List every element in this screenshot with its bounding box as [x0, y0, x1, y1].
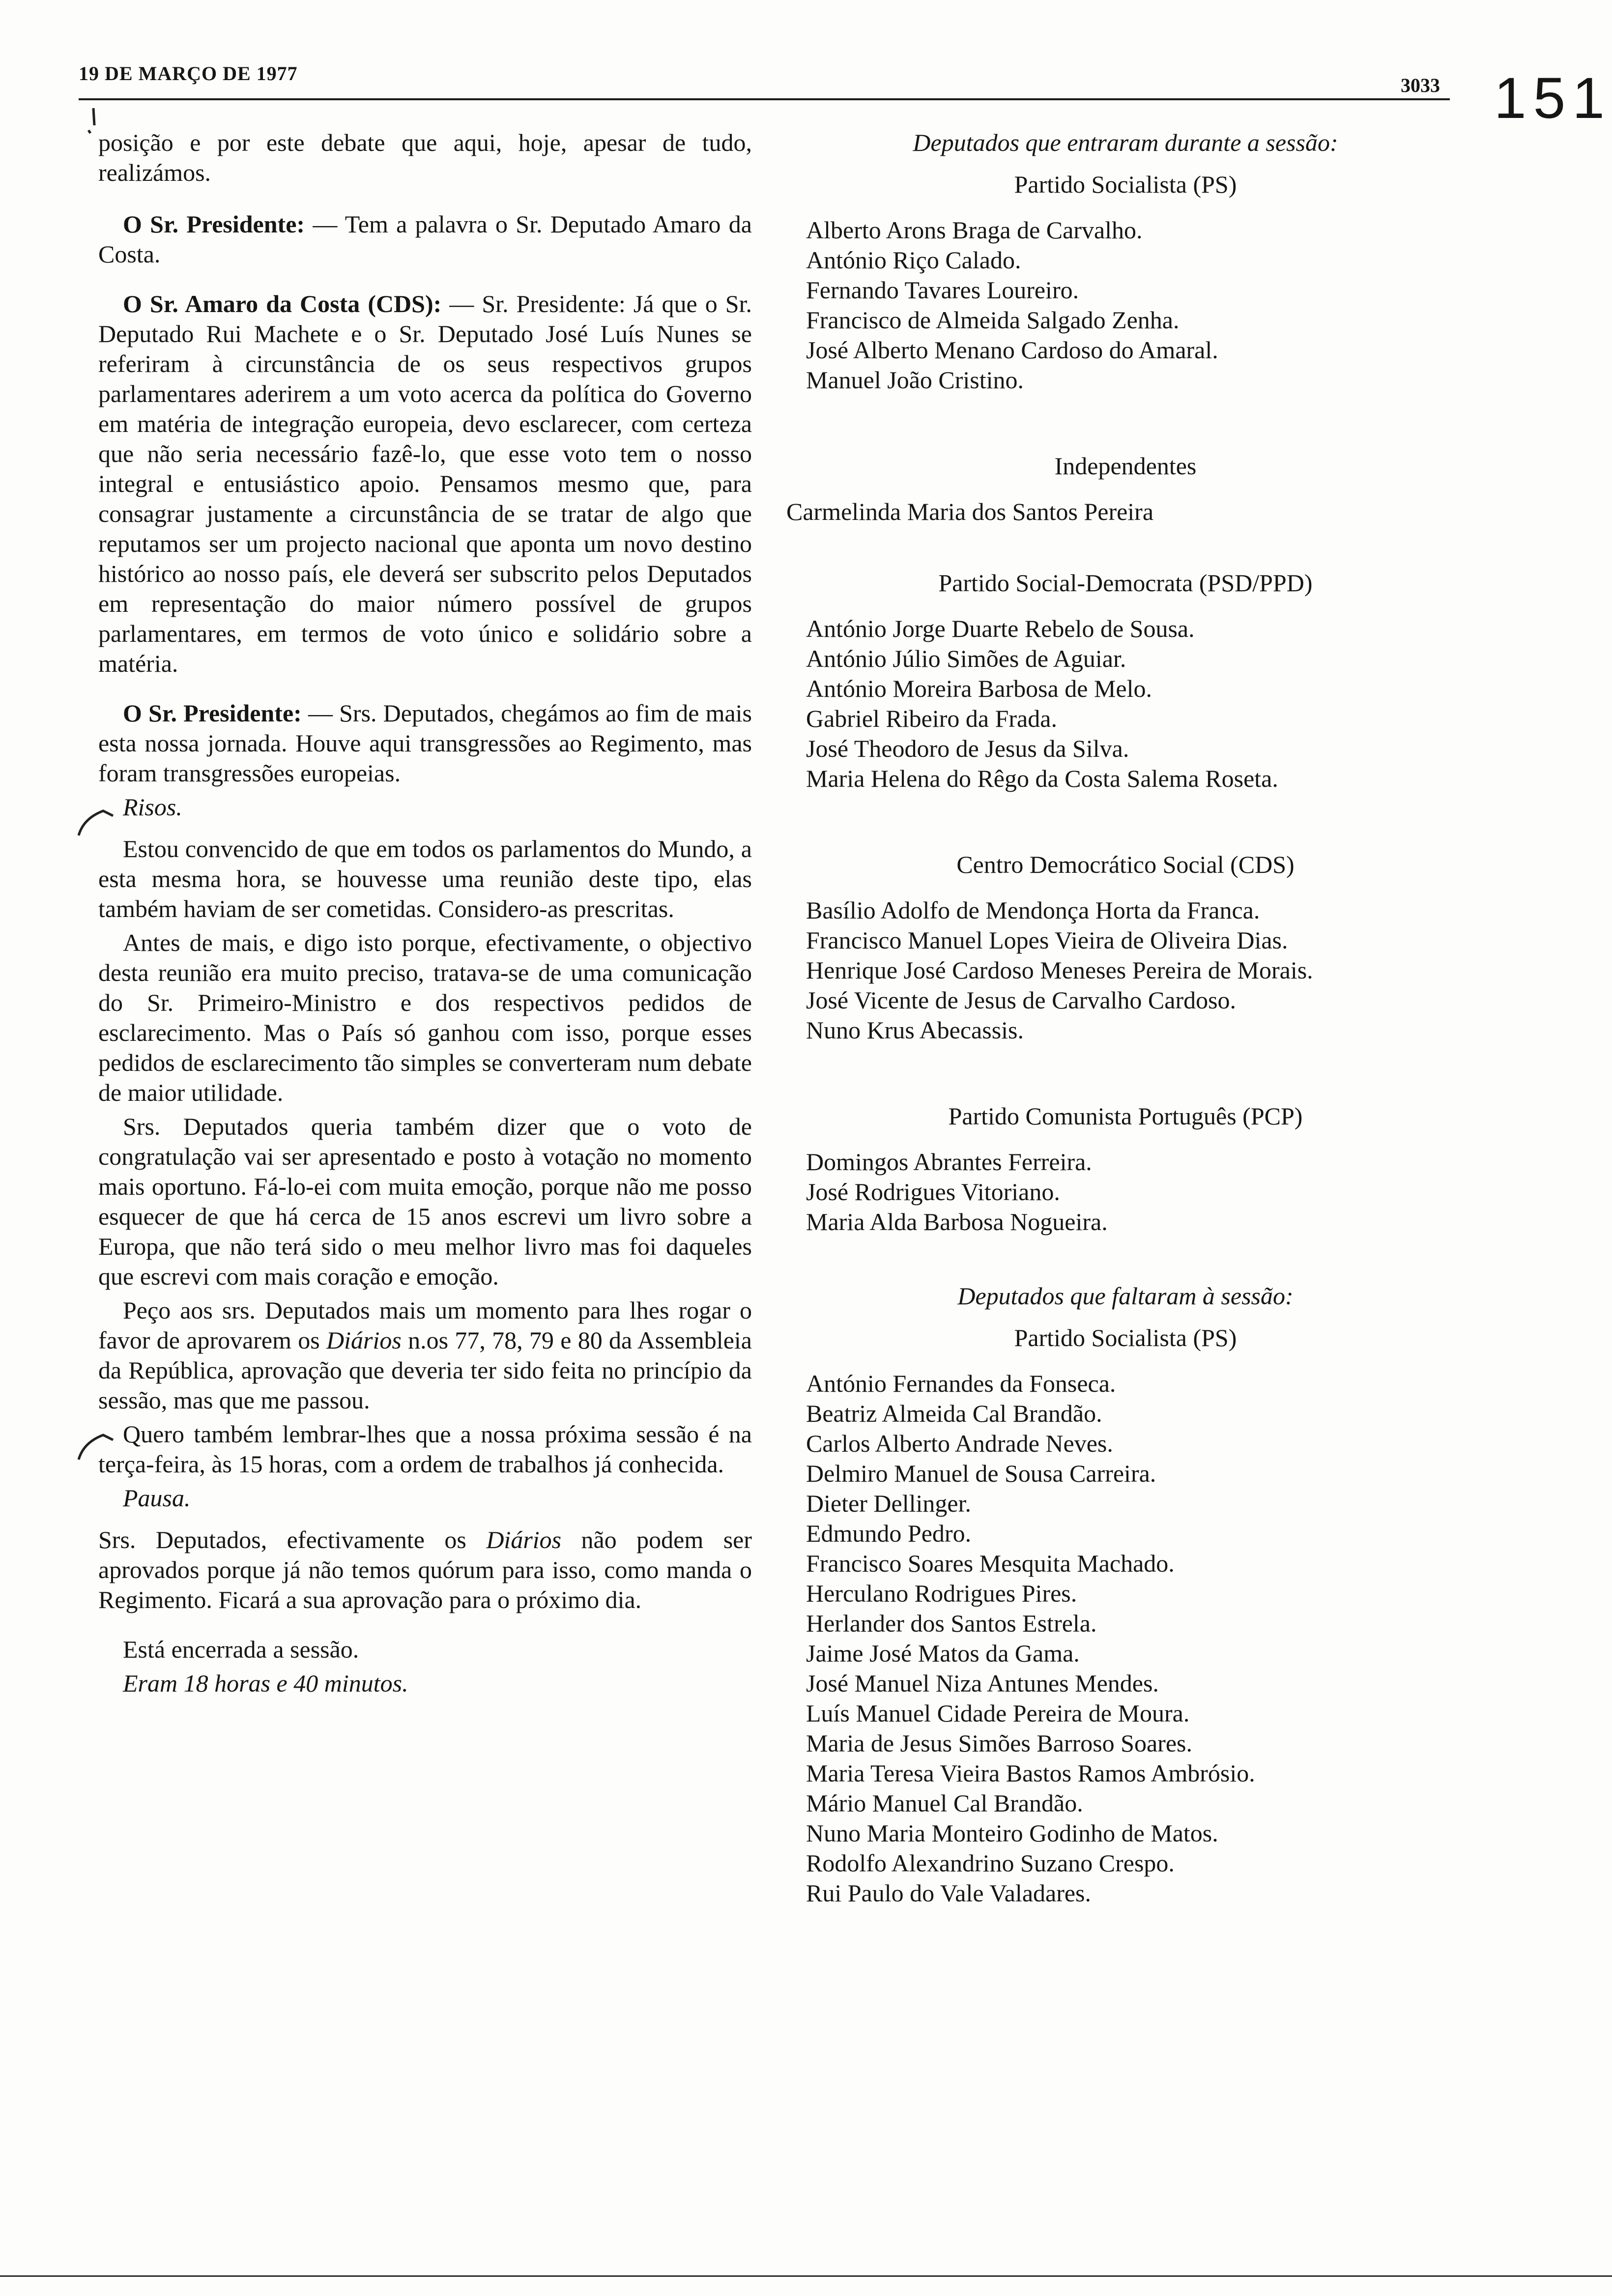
speech-text: Srs. Deputados, efectivamente os	[98, 1526, 487, 1553]
party-heading: Partido Socialista (PS)	[1014, 1324, 1237, 1351]
paragraph	[98, 1295, 752, 1415]
party-heading: Partido Social-Democrata (PSD/PPD)	[938, 569, 1313, 597]
page-date: 19 DE MARÇO DE 1977	[79, 62, 298, 85]
paragraph	[98, 209, 752, 269]
deputy-name: Carmelinda Maria dos Santos Pereira	[786, 498, 1154, 525]
paragraph: Quero também lembrar-lhes que a nossa próxima sessão é na terça-feira, às 15 horas, com a ordem de trabalhos já conhecida.	[98, 1420, 752, 1478]
deputy-list	[786, 497, 1465, 527]
deputy-list	[786, 1369, 1465, 1908]
paragraph: Srs. Deputados queria também dizer que o voto de congratulação vai ser apresentado e posto à votação no momento mais oportuno. Fá-lo-ei com muita emoção, porque não me posso esquecer de que há cerca de 15 anos escrevi um livro sobre a Europa, que não terá sido o meu melhor livro mas foi daqueles que escrevi com mais coração e emoção.	[98, 1113, 752, 1290]
deputy-name: Carlos Alberto Andrade Neves.	[806, 1430, 1113, 1457]
deputy-name: António Riço Calado.	[806, 246, 1021, 274]
deputy-name: Nuno Krus Abecassis.	[806, 1016, 1024, 1044]
speech-text: Diários	[326, 1326, 402, 1354]
party-heading: Independentes	[1054, 452, 1197, 480]
deputy-name: Maria Alda Barbosa Nogueira.	[806, 1208, 1108, 1235]
speech-text: — Sr. Presidente: Já que o Sr. Deputado Rui Machete e o Sr. Deputado José Luís Nunes se referiram à circunstância de os seus respectivos grupos parlamentares aderirem a um voto acerca da política do Governo em matéria de integração europeia, devo esclarecer, com certeza que não seria necessário fazê-lo, que esse voto tem o nosso integral e entusiástico apoio. Pensamos mesmo que, para consagrar justamente a circunstância de se tratar de algo que reputamos ser um projecto nacional que aponta um novo destino histórico ao nosso país, ele deverá ser subscrito pelos Deputados em representação do maior número possível de grupos parlamentares, em termos de voto único e solidário sobre a matéria.	[98, 290, 752, 677]
deputy-name: Maria Helena do Rêgo da Costa Salema Roseta.	[806, 765, 1278, 792]
deputy-name: Rui Paulo do Vale Valadares.	[806, 1879, 1092, 1907]
speech-text: Peço aos srs. Deputados mais um momento para lhes rogar o favor de aprovarem os	[98, 1296, 752, 1354]
section-title-entered: Deputados que entraram durante a sessão:	[913, 129, 1338, 156]
deputy-name: Dieter Dellinger.	[806, 1490, 971, 1517]
deputy-name: António Júlio Simões de Aguiar.	[806, 645, 1126, 672]
speaker-label: O Sr. Presidente:	[123, 210, 305, 238]
closing-statement: Está encerrada a sessão.	[123, 1636, 359, 1663]
speech-text: — Srs. Deputados, chegámos ao fim de mais esta nossa jornada. Houve aqui transgressões ao Regimento, mas foram transgressões europeias.	[98, 699, 752, 787]
paragraph: posição e por este debate que aqui, hoje, apesar de tudo, realizámos.	[98, 129, 752, 186]
deputy-name: Edmundo Pedro.	[806, 1520, 972, 1547]
deputy-name: Rodolfo Alexandrino Suzano Crespo.	[806, 1849, 1175, 1877]
deputy-name: José Vicente de Jesus de Carvalho Cardoso.	[806, 986, 1237, 1014]
stage-direction: Pausa.	[123, 1484, 191, 1512]
paragraph: Antes de mais, e digo isto porque, efectivamente, o objectivo desta reunião era muito preciso, tratava-se de uma comunicação do Sr. Primeiro-Ministro e dos respectivos pedidos de esclarecimento. Mas o País só ganhou com isso, porque esses pedidos de esclarecimento tão simples se converteram num debate de maior utilidade.	[98, 929, 752, 1106]
speaker-label: O Sr. Presidente:	[123, 699, 302, 727]
deputy-name: Luís Manuel Cidade Pereira de Moura.	[806, 1699, 1190, 1727]
bottom-rule	[0, 2275, 1612, 2277]
deputy-name: Alberto Arons Braga de Carvalho.	[806, 216, 1143, 244]
deputy-name: José Rodrigues Vitoriano.	[806, 1178, 1060, 1205]
header-rule	[79, 98, 1450, 100]
deputy-name: Francisco de Almeida Salgado Zenha.	[806, 306, 1180, 334]
speaker-label: O Sr. Amaro da Costa (CDS):	[123, 290, 442, 317]
speech-text: n.os 77, 78, 79 e 80 da Assembleia da República, aprovação que deveria ter sido feita no princípio da sessão, mas que me passou.	[98, 1326, 752, 1414]
deputy-name: António Jorge Duarte Rebelo de Sousa.	[806, 615, 1195, 642]
folio-number: 151	[1494, 66, 1612, 131]
party-heading: Partido Comunista Português (PCP)	[948, 1102, 1303, 1130]
speech-text: não podem ser aprovados porque já não temos quórum para isso, como manda o Regimento. Ficará a sua aprovação para o próximo dia.	[98, 1526, 752, 1613]
deputy-name: Francisco Soares Mesquita Machado.	[806, 1550, 1175, 1577]
deputy-name: Gabriel Ribeiro da Frada.	[806, 705, 1057, 732]
right-column	[786, 128, 1465, 1908]
paragraph	[98, 289, 752, 679]
deputy-name: Maria de Jesus Simões Barroso Soares.	[806, 1729, 1192, 1757]
deputy-list	[786, 215, 1465, 395]
section-title-missing: Deputados que faltaram à sessão:	[957, 1282, 1294, 1310]
paragraph: Estou convencido de que em todos os parlamentos do Mundo, a esta mesma hora, se houvesse uma reunião deste tipo, elas também haviam de ser cometidas. Considero-as prescritas.	[98, 835, 752, 922]
closing-time: Eram 18 horas e 40 minutos.	[123, 1669, 408, 1697]
speech-text: Diários	[486, 1526, 562, 1553]
deputy-name: José Theodoro de Jesus da Silva.	[806, 735, 1129, 762]
deputy-name: Herculano Rodrigues Pires.	[806, 1579, 1077, 1607]
deputy-name: Mário Manuel Cal Brandão.	[806, 1789, 1083, 1817]
deputy-name: José Alberto Menano Cardoso do Amaral.	[806, 336, 1218, 364]
left-column	[98, 128, 752, 1718]
deputy-name: Domingos Abrantes Ferreira.	[806, 1148, 1092, 1176]
party-heading: Centro Democrático Social (CDS)	[956, 851, 1295, 878]
deputy-list	[786, 895, 1465, 1045]
party-heading: Partido Socialista (PS)	[1014, 171, 1237, 198]
deputy-list	[786, 1147, 1465, 1237]
deputy-name: Francisco Manuel Lopes Vieira de Oliveira Dias.	[806, 926, 1288, 954]
deputy-name: Manuel João Cristino.	[806, 366, 1024, 394]
deputy-name: Delmiro Manuel de Sousa Carreira.	[806, 1460, 1156, 1487]
deputy-name: Henrique José Cardoso Meneses Pereira de Morais.	[806, 956, 1313, 984]
deputy-name: Basílio Adolfo de Mendonça Horta da Franca.	[806, 896, 1260, 924]
speech-text: — Tem a palavra o Sr. Deputado Amaro da Costa.	[98, 210, 752, 268]
deputy-name: Maria Teresa Vieira Bastos Ramos Ambrósio.	[806, 1759, 1255, 1787]
deputy-list	[786, 614, 1465, 794]
page-number: 3033	[1401, 74, 1440, 96]
paragraph	[98, 698, 752, 788]
stage-direction: Risos.	[123, 793, 182, 821]
deputy-name: Herlander dos Santos Estrela.	[806, 1609, 1097, 1637]
deputy-name: Jaime José Matos da Gama.	[806, 1639, 1080, 1667]
deputy-name: António Fernandes da Fonseca.	[806, 1370, 1116, 1397]
deputy-name: José Manuel Niza Antunes Mendes.	[806, 1669, 1159, 1697]
deputy-name: Fernando Tavares Loureiro.	[806, 276, 1079, 304]
deputy-name: Nuno Maria Monteiro Godinho de Matos.	[806, 1819, 1218, 1847]
deputy-name: Beatriz Almeida Cal Brandão.	[806, 1400, 1102, 1427]
deputy-name: António Moreira Barbosa de Melo.	[806, 675, 1152, 702]
paragraph	[98, 1525, 752, 1615]
